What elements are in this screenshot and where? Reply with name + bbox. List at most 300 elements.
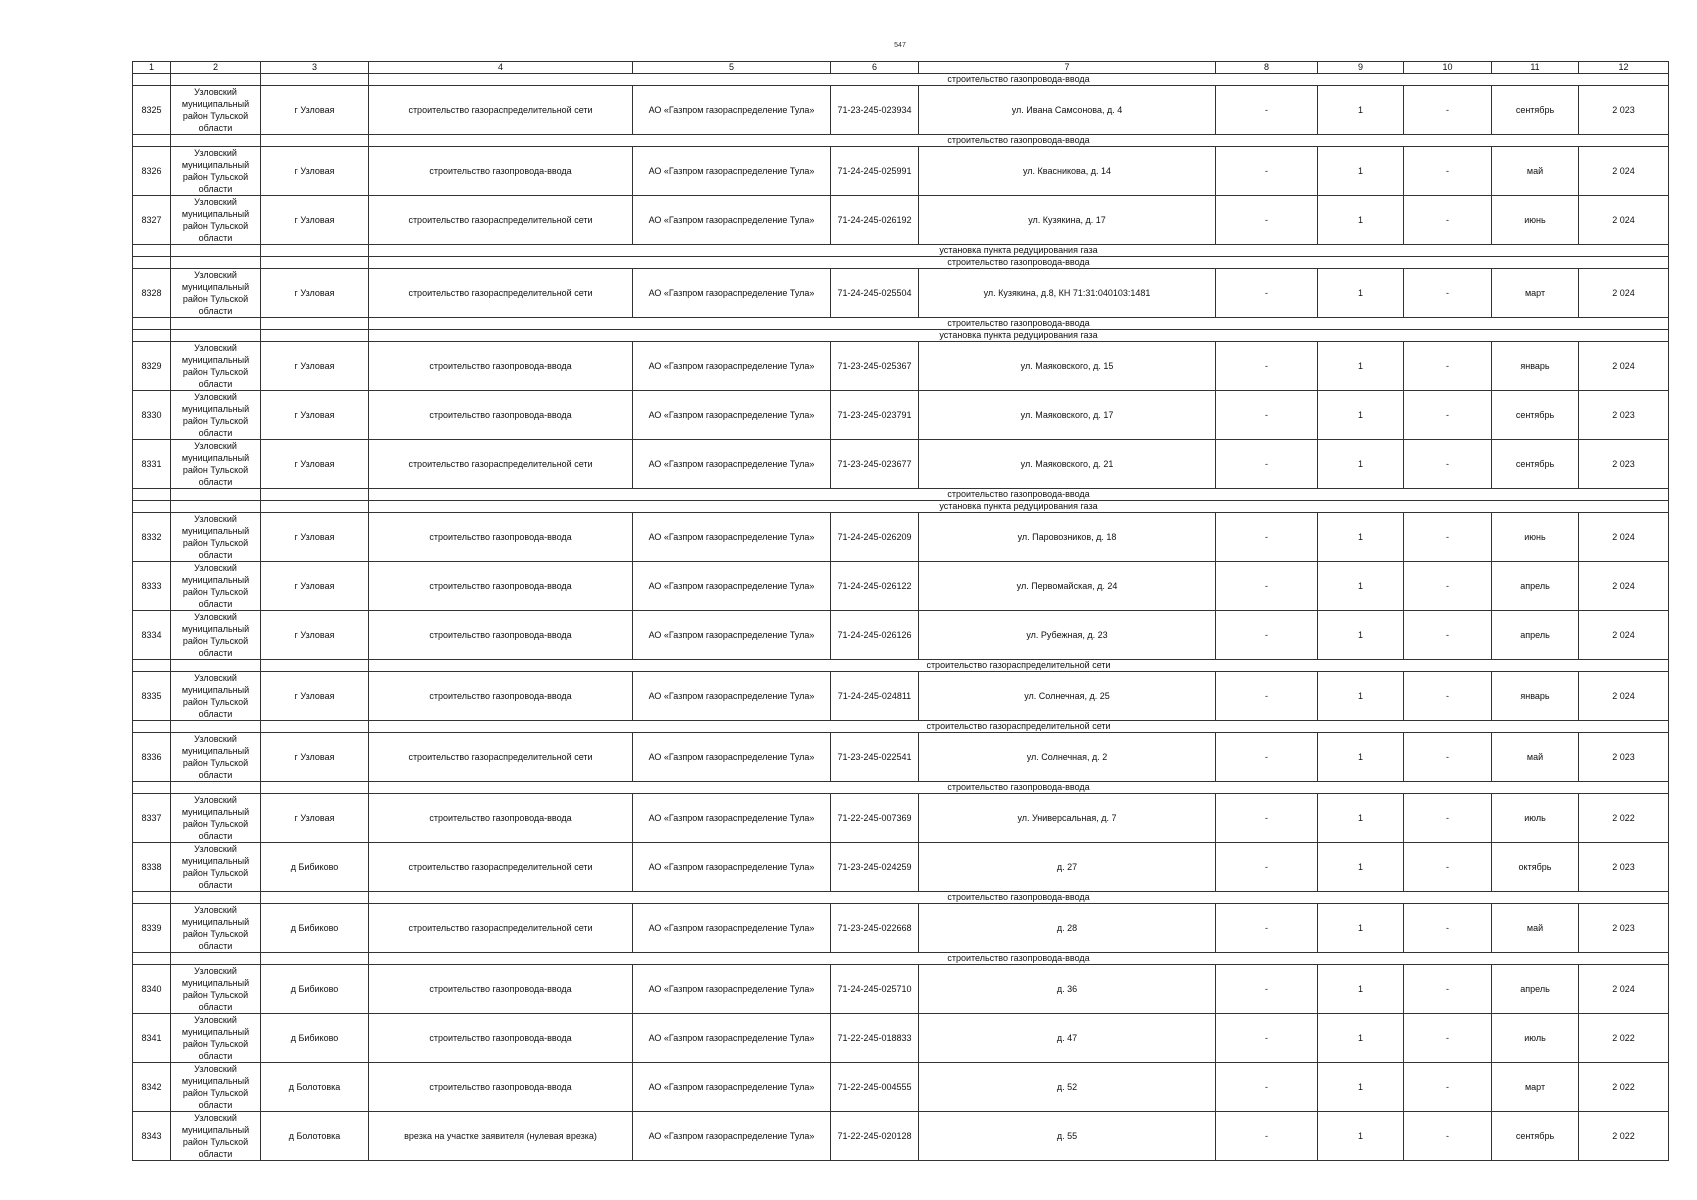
month-cell: июль: [1492, 794, 1579, 843]
empty-cell: [133, 660, 171, 672]
column-number-10: 10: [1404, 62, 1492, 74]
year-cell: 2 024: [1579, 196, 1669, 245]
district-cell: Узловский муниципальный район Тульской области: [171, 196, 261, 245]
month-cell: январь: [1492, 342, 1579, 391]
work-type-cell: строительство газопровода-ввода: [369, 513, 633, 562]
address-cell: ул. Кузякина, д.8, КН 71:31:040103:1481: [919, 269, 1216, 318]
address-cell: ул. Рубежная, д. 23: [919, 611, 1216, 660]
settlement-cell: г Узловая: [261, 86, 369, 135]
address-cell: д. 28: [919, 904, 1216, 953]
table-row: [133, 843, 1669, 892]
year-cell: 2 024: [1579, 269, 1669, 318]
month-cell: июль: [1492, 1014, 1579, 1063]
organization-cell: АО «Газпром газораспределение Тула»: [633, 904, 831, 953]
organization-cell: АО «Газпром газораспределение Тула»: [633, 794, 831, 843]
empty-cell: [261, 318, 369, 330]
application-code-cell: 71-22-245-007369: [831, 794, 919, 843]
empty-cell: [171, 257, 261, 269]
table-row: [133, 269, 1669, 318]
work-type-cell: строительство газопровода-ввода: [369, 147, 633, 196]
col-8-cell: -: [1216, 391, 1318, 440]
month-cell: май: [1492, 733, 1579, 782]
month-cell: январь: [1492, 672, 1579, 721]
address-cell: ул. Универсальная, д. 7: [919, 794, 1216, 843]
settlement-cell: г Узловая: [261, 733, 369, 782]
col-10-cell: -: [1404, 342, 1492, 391]
settlement-cell: г Узловая: [261, 342, 369, 391]
table-row: [133, 196, 1669, 245]
application-code-cell: 71-24-245-026122: [831, 562, 919, 611]
work-type-cell: строительство газопровода-ввода: [369, 1063, 633, 1112]
district-cell: Узловский муниципальный район Тульской области: [171, 147, 261, 196]
settlement-cell: г Узловая: [261, 794, 369, 843]
district-cell: Узловский муниципальный район Тульской области: [171, 86, 261, 135]
settlement-cell: г Узловая: [261, 562, 369, 611]
organization-cell: АО «Газпром газораспределение Тула»: [633, 147, 831, 196]
row-number-cell: 8325: [133, 86, 171, 135]
year-cell: 2 022: [1579, 1112, 1669, 1161]
row-number-cell: 8327: [133, 196, 171, 245]
organization-cell: АО «Газпром газораспределение Тула»: [633, 86, 831, 135]
table-row: [133, 672, 1669, 721]
empty-cell: [171, 721, 261, 733]
empty-cell: [261, 953, 369, 965]
settlement-cell: г Узловая: [261, 269, 369, 318]
col-9-cell: 1: [1318, 342, 1404, 391]
table-row: [133, 794, 1669, 843]
settlement-cell: г Узловая: [261, 391, 369, 440]
address-cell: ул. Первомайская, д. 24: [919, 562, 1216, 611]
work-type-label: установка пункта редуцирования газа: [369, 245, 1669, 257]
empty-cell: [261, 330, 369, 342]
year-cell: 2 023: [1579, 391, 1669, 440]
organization-cell: АО «Газпром газораспределение Тула»: [633, 440, 831, 489]
address-cell: ул. Кузякина, д. 17: [919, 196, 1216, 245]
work-type-cell: строительство газораспределительной сети: [369, 843, 633, 892]
work-type-label: строительство газопровода-ввода: [369, 953, 1669, 965]
organization-cell: АО «Газпром газораспределение Тула»: [633, 733, 831, 782]
col-8-cell: -: [1216, 513, 1318, 562]
organization-cell: АО «Газпром газораспределение Тула»: [633, 1063, 831, 1112]
work-type-cell: строительство газопровода-ввода: [369, 672, 633, 721]
work-type-label: строительство газораспределительной сети: [369, 660, 1669, 672]
district-cell: Узловский муниципальный район Тульской области: [171, 391, 261, 440]
work-type-subrow: [133, 318, 1669, 330]
work-type-cell: строительство газораспределительной сети: [369, 196, 633, 245]
table-row: [133, 86, 1669, 135]
table-row: [133, 440, 1669, 489]
month-cell: март: [1492, 1063, 1579, 1112]
row-number-cell: 8332: [133, 513, 171, 562]
row-number-cell: 8341: [133, 1014, 171, 1063]
address-cell: ул. Маяковского, д. 15: [919, 342, 1216, 391]
empty-cell: [171, 782, 261, 794]
month-cell: сентябрь: [1492, 440, 1579, 489]
work-type-cell: строительство газопровода-ввода: [369, 562, 633, 611]
month-cell: апрель: [1492, 965, 1579, 1014]
col-10-cell: -: [1404, 562, 1492, 611]
district-cell: Узловский муниципальный район Тульской области: [171, 513, 261, 562]
empty-cell: [261, 782, 369, 794]
col-10-cell: -: [1404, 196, 1492, 245]
col-9-cell: 1: [1318, 147, 1404, 196]
table-row: [133, 1063, 1669, 1112]
col-8-cell: -: [1216, 196, 1318, 245]
empty-cell: [133, 257, 171, 269]
work-type-cell: строительство газопровода-ввода: [369, 391, 633, 440]
settlement-cell: д Болотовка: [261, 1112, 369, 1161]
application-code-cell: 71-24-245-025710: [831, 965, 919, 1014]
row-number-cell: 8329: [133, 342, 171, 391]
work-type-subrow: [133, 892, 1669, 904]
empty-cell: [261, 489, 369, 501]
col-8-cell: -: [1216, 733, 1318, 782]
col-10-cell: -: [1404, 269, 1492, 318]
table-row: [133, 965, 1669, 1014]
empty-cell: [171, 74, 261, 86]
address-cell: д. 47: [919, 1014, 1216, 1063]
work-type-cell: строительство газораспределительной сети: [369, 86, 633, 135]
address-cell: д. 36: [919, 965, 1216, 1014]
col-9-cell: 1: [1318, 843, 1404, 892]
row-number-cell: 8340: [133, 965, 171, 1014]
district-cell: Узловский муниципальный район Тульской области: [171, 1014, 261, 1063]
organization-cell: АО «Газпром газораспределение Тула»: [633, 196, 831, 245]
year-cell: 2 023: [1579, 904, 1669, 953]
empty-cell: [171, 501, 261, 513]
col-8-cell: -: [1216, 440, 1318, 489]
settlement-cell: г Узловая: [261, 196, 369, 245]
work-type-cell: строительство газопровода-ввода: [369, 611, 633, 660]
col-10-cell: -: [1404, 672, 1492, 721]
work-type-label: строительство газопровода-ввода: [369, 257, 1669, 269]
col-10-cell: -: [1404, 611, 1492, 660]
organization-cell: АО «Газпром газораспределение Тула»: [633, 1112, 831, 1161]
col-10-cell: -: [1404, 1014, 1492, 1063]
district-cell: Узловский муниципальный район Тульской области: [171, 342, 261, 391]
district-cell: Узловский муниципальный район Тульской области: [171, 1112, 261, 1161]
col-10-cell: -: [1404, 794, 1492, 843]
work-type-cell: строительство газораспределительной сети: [369, 269, 633, 318]
row-number-cell: 8328: [133, 269, 171, 318]
work-type-label: строительство газопровода-ввода: [369, 135, 1669, 147]
address-cell: ул. Ивана Самсонова, д. 4: [919, 86, 1216, 135]
address-cell: ул. Паровозников, д. 18: [919, 513, 1216, 562]
empty-cell: [261, 721, 369, 733]
table-row: [133, 342, 1669, 391]
application-code-cell: 71-24-245-026126: [831, 611, 919, 660]
col-9-cell: 1: [1318, 1014, 1404, 1063]
work-type-subrow: [133, 135, 1669, 147]
settlement-cell: д Болотовка: [261, 1063, 369, 1112]
work-type-cell: строительство газораспределительной сети: [369, 904, 633, 953]
empty-cell: [261, 257, 369, 269]
application-code-cell: 71-24-245-025991: [831, 147, 919, 196]
year-cell: 2 022: [1579, 1014, 1669, 1063]
settlement-cell: г Узловая: [261, 513, 369, 562]
work-type-cell: строительство газопровода-ввода: [369, 1014, 633, 1063]
work-type-label: строительство газопровода-ввода: [369, 489, 1669, 501]
organization-cell: АО «Газпром газораспределение Тула»: [633, 965, 831, 1014]
address-cell: ул. Маяковского, д. 21: [919, 440, 1216, 489]
work-type-cell: строительство газопровода-ввода: [369, 965, 633, 1014]
district-cell: Узловский муниципальный район Тульской области: [171, 843, 261, 892]
work-type-label: строительство газораспределительной сети: [369, 721, 1669, 733]
col-10-cell: -: [1404, 391, 1492, 440]
col-8-cell: -: [1216, 1063, 1318, 1112]
month-cell: май: [1492, 147, 1579, 196]
column-number-3: 3: [261, 62, 369, 74]
settlement-cell: д Бибиково: [261, 843, 369, 892]
col-9-cell: 1: [1318, 269, 1404, 318]
col-8-cell: -: [1216, 269, 1318, 318]
table-row: [133, 904, 1669, 953]
row-number-cell: 8339: [133, 904, 171, 953]
settlement-cell: д Бибиково: [261, 965, 369, 1014]
col-9-cell: 1: [1318, 86, 1404, 135]
application-code-cell: 71-23-245-023677: [831, 440, 919, 489]
year-cell: 2 022: [1579, 1063, 1669, 1112]
address-cell: ул. Солнечная, д. 25: [919, 672, 1216, 721]
empty-cell: [171, 245, 261, 257]
work-type-cell: строительство газопровода-ввода: [369, 342, 633, 391]
month-cell: сентябрь: [1492, 86, 1579, 135]
row-number-cell: 8334: [133, 611, 171, 660]
district-cell: Узловский муниципальный район Тульской области: [171, 562, 261, 611]
empty-cell: [133, 330, 171, 342]
table-row: [133, 147, 1669, 196]
empty-cell: [171, 953, 261, 965]
empty-cell: [261, 74, 369, 86]
settlement-cell: д Бибиково: [261, 1014, 369, 1063]
work-type-subrow: [133, 257, 1669, 269]
address-cell: д. 52: [919, 1063, 1216, 1112]
year-cell: 2 023: [1579, 733, 1669, 782]
col-10-cell: -: [1404, 513, 1492, 562]
month-cell: октябрь: [1492, 843, 1579, 892]
work-type-cell: строительство газопровода-ввода: [369, 794, 633, 843]
application-code-cell: 71-23-245-023791: [831, 391, 919, 440]
col-9-cell: 1: [1318, 1063, 1404, 1112]
empty-cell: [171, 330, 261, 342]
row-number-cell: 8338: [133, 843, 171, 892]
year-cell: 2 024: [1579, 513, 1669, 562]
district-cell: Узловский муниципальный район Тульской области: [171, 269, 261, 318]
empty-cell: [171, 318, 261, 330]
application-code-cell: 71-23-245-022668: [831, 904, 919, 953]
empty-cell: [133, 721, 171, 733]
col-10-cell: -: [1404, 1063, 1492, 1112]
application-code-cell: 71-23-245-023934: [831, 86, 919, 135]
col-9-cell: 1: [1318, 672, 1404, 721]
row-number-cell: 8331: [133, 440, 171, 489]
empty-cell: [261, 660, 369, 672]
application-code-cell: 71-23-245-022541: [831, 733, 919, 782]
work-type-cell: врезка на участке заявителя (нулевая врезка): [369, 1112, 633, 1161]
col-9-cell: 1: [1318, 733, 1404, 782]
row-number-cell: 8330: [133, 391, 171, 440]
address-cell: д. 55: [919, 1112, 1216, 1161]
col-8-cell: -: [1216, 562, 1318, 611]
col-8-cell: -: [1216, 672, 1318, 721]
table-row: [133, 562, 1669, 611]
col-10-cell: -: [1404, 904, 1492, 953]
column-number-11: 11: [1492, 62, 1579, 74]
organization-cell: АО «Газпром газораспределение Тула»: [633, 562, 831, 611]
month-cell: сентябрь: [1492, 391, 1579, 440]
application-code-cell: 71-22-245-004555: [831, 1063, 919, 1112]
col-9-cell: 1: [1318, 965, 1404, 1014]
work-type-subrow: [133, 501, 1669, 513]
col-9-cell: 1: [1318, 1112, 1404, 1161]
application-code-cell: 71-24-245-026209: [831, 513, 919, 562]
organization-cell: АО «Газпром газораспределение Тула»: [633, 672, 831, 721]
row-number-cell: 8337: [133, 794, 171, 843]
col-10-cell: -: [1404, 440, 1492, 489]
column-number-9: 9: [1318, 62, 1404, 74]
empty-cell: [171, 660, 261, 672]
month-cell: апрель: [1492, 611, 1579, 660]
col-9-cell: 1: [1318, 440, 1404, 489]
work-type-label: строительство газопровода-ввода: [369, 74, 1669, 86]
col-10-cell: -: [1404, 86, 1492, 135]
year-cell: 2 022: [1579, 794, 1669, 843]
empty-cell: [133, 74, 171, 86]
column-number-row: [133, 62, 1669, 74]
empty-cell: [133, 245, 171, 257]
col-8-cell: -: [1216, 965, 1318, 1014]
col-8-cell: -: [1216, 904, 1318, 953]
table-row: [133, 1014, 1669, 1063]
district-cell: Узловский муниципальный район Тульской области: [171, 733, 261, 782]
year-cell: 2 024: [1579, 611, 1669, 660]
application-code-cell: 71-22-245-020128: [831, 1112, 919, 1161]
table-row: [133, 611, 1669, 660]
table-body: [133, 62, 1669, 1161]
organization-cell: АО «Газпром газораспределение Тула»: [633, 843, 831, 892]
address-cell: ул. Солнечная, д. 2: [919, 733, 1216, 782]
col-9-cell: 1: [1318, 196, 1404, 245]
column-number-5: 5: [633, 62, 831, 74]
empty-cell: [171, 489, 261, 501]
address-cell: ул. Маяковского, д. 17: [919, 391, 1216, 440]
col-9-cell: 1: [1318, 904, 1404, 953]
work-type-cell: строительство газораспределительной сети: [369, 440, 633, 489]
work-type-subrow: [133, 74, 1669, 86]
column-number-6: 6: [831, 62, 919, 74]
col-8-cell: -: [1216, 1014, 1318, 1063]
col-10-cell: -: [1404, 843, 1492, 892]
settlement-cell: г Узловая: [261, 147, 369, 196]
work-type-subrow: [133, 489, 1669, 501]
work-type-label: строительство газопровода-ввода: [369, 892, 1669, 904]
col-9-cell: 1: [1318, 513, 1404, 562]
col-8-cell: -: [1216, 611, 1318, 660]
district-cell: Узловский муниципальный район Тульской области: [171, 904, 261, 953]
column-number-1: 1: [133, 62, 171, 74]
month-cell: июнь: [1492, 513, 1579, 562]
district-cell: Узловский муниципальный район Тульской области: [171, 611, 261, 660]
work-type-subrow: [133, 953, 1669, 965]
district-cell: Узловский муниципальный район Тульской области: [171, 672, 261, 721]
work-type-label: установка пункта редуцирования газа: [369, 501, 1669, 513]
col-8-cell: -: [1216, 794, 1318, 843]
application-code-cell: 71-24-245-024811: [831, 672, 919, 721]
empty-cell: [261, 501, 369, 513]
table-row: [133, 733, 1669, 782]
col-9-cell: 1: [1318, 611, 1404, 660]
col-8-cell: -: [1216, 342, 1318, 391]
empty-cell: [261, 135, 369, 147]
year-cell: 2 024: [1579, 342, 1669, 391]
month-cell: май: [1492, 904, 1579, 953]
year-cell: 2 023: [1579, 440, 1669, 489]
organization-cell: АО «Газпром газораспределение Тула»: [633, 391, 831, 440]
table-row: [133, 391, 1669, 440]
col-10-cell: -: [1404, 147, 1492, 196]
empty-cell: [133, 892, 171, 904]
year-cell: 2 024: [1579, 965, 1669, 1014]
year-cell: 2 023: [1579, 86, 1669, 135]
application-code-cell: 71-23-245-025367: [831, 342, 919, 391]
col-9-cell: 1: [1318, 391, 1404, 440]
application-code-cell: 71-23-245-024259: [831, 843, 919, 892]
col-10-cell: -: [1404, 733, 1492, 782]
work-type-label: строительство газопровода-ввода: [369, 318, 1669, 330]
work-type-subrow: [133, 660, 1669, 672]
settlement-cell: г Узловая: [261, 440, 369, 489]
row-number-cell: 8336: [133, 733, 171, 782]
organization-cell: АО «Газпром газораспределение Тула»: [633, 269, 831, 318]
year-cell: 2 024: [1579, 672, 1669, 721]
column-number-8: 8: [1216, 62, 1318, 74]
work-type-label: строительство газопровода-ввода: [369, 782, 1669, 794]
col-10-cell: -: [1404, 1112, 1492, 1161]
district-cell: Узловский муниципальный район Тульской области: [171, 965, 261, 1014]
row-number-cell: 8326: [133, 147, 171, 196]
address-cell: д. 27: [919, 843, 1216, 892]
work-type-cell: строительство газораспределительной сети: [369, 733, 633, 782]
application-code-cell: 71-24-245-026192: [831, 196, 919, 245]
application-code-cell: 71-22-245-018833: [831, 1014, 919, 1063]
empty-cell: [171, 135, 261, 147]
year-cell: 2 024: [1579, 147, 1669, 196]
year-cell: 2 024: [1579, 562, 1669, 611]
settlement-cell: д Бибиково: [261, 904, 369, 953]
col-9-cell: 1: [1318, 794, 1404, 843]
col-9-cell: 1: [1318, 562, 1404, 611]
organization-cell: АО «Газпром газораспределение Тула»: [633, 1014, 831, 1063]
year-cell: 2 023: [1579, 843, 1669, 892]
empty-cell: [133, 501, 171, 513]
empty-cell: [133, 318, 171, 330]
month-cell: март: [1492, 269, 1579, 318]
row-number-cell: 8342: [133, 1063, 171, 1112]
empty-cell: [133, 489, 171, 501]
empty-cell: [261, 892, 369, 904]
work-type-label: установка пункта редуцирования газа: [369, 330, 1669, 342]
col-10-cell: -: [1404, 965, 1492, 1014]
settlement-cell: г Узловая: [261, 611, 369, 660]
row-number-cell: 8343: [133, 1112, 171, 1161]
district-cell: Узловский муниципальный район Тульской области: [171, 1063, 261, 1112]
table-row: [133, 513, 1669, 562]
month-cell: июнь: [1492, 196, 1579, 245]
col-8-cell: -: [1216, 86, 1318, 135]
col-8-cell: -: [1216, 147, 1318, 196]
organization-cell: АО «Газпром газораспределение Тула»: [633, 513, 831, 562]
empty-cell: [133, 135, 171, 147]
